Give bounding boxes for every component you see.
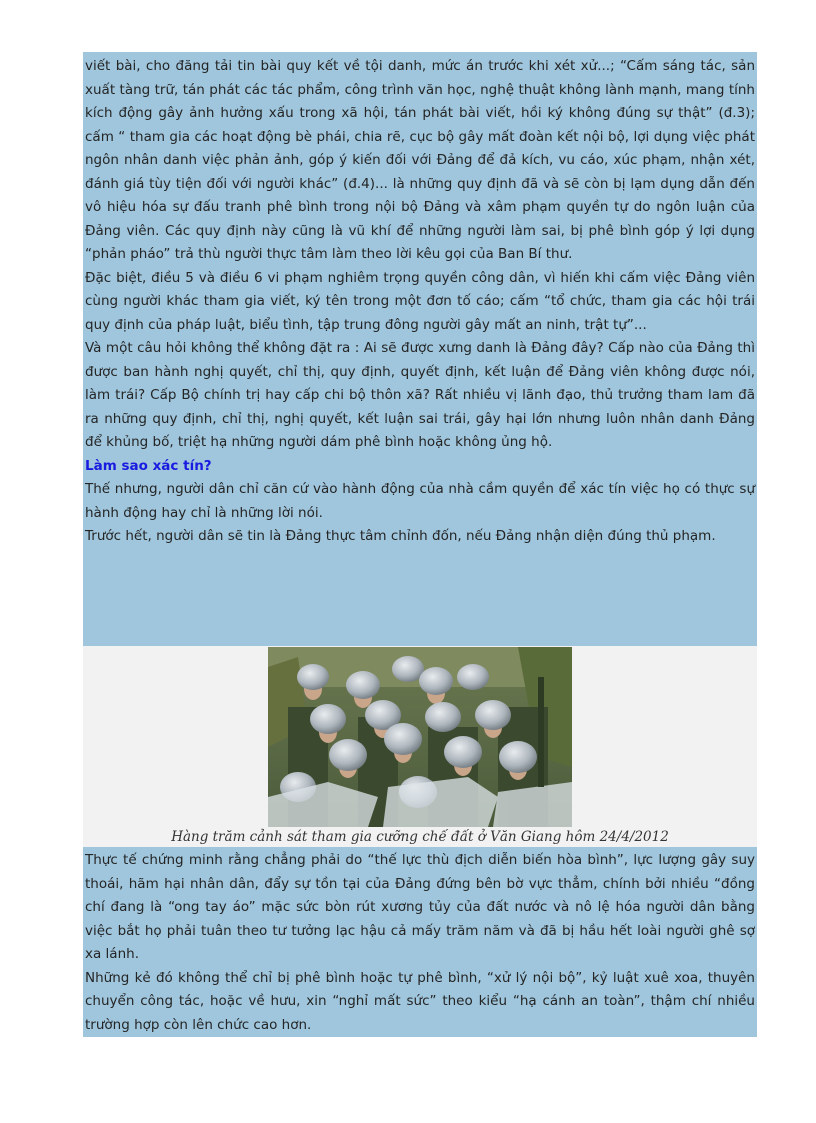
paragraph: Đặc biệt, điều 5 và điều 6 vi phạm nghiêm trọng quyền công dân, vì hiến khi cấm việc Đảng viên cùng người khác tham gia viết, ký tên trong một đơn tố cáo; cấm “tổ chức, tham gia các hội trái quy định của pháp luật, biểu tình, tập trung đông người gây mất an ninh, trật tự”... <box>85 269 755 333</box>
paragraph: viết bài, cho đăng tải tin bài quy kết về tội danh, mức án trước khi xét xử...; “Cấm sáng tác, sản xuất tàng trữ, tán phát các tác phẩm, công trình văn học, nghệ thuật không lành mạnh, mang tính kích động gây ảnh hưởng xấu trong xã hội, tán phát bài viết, hồi ký không đúng sự thật” (đ.3); cấm “ tham gia các hoạt động bè phái, chia rẽ, cục bộ gây mất đoàn kết nội bộ, lợi dụng việc phát ngôn nhân danh việc phản ảnh, góp ý kiến đối với Đảng để đả kích, vu cáo, xúc phạm, nhận xét, đánh giá tùy tiện đối với người khác” (đ.4)... là những quy định đã và sẽ còn bị lạm dụng dẫn đến vô hiệu hóa sự đấu tranh phê bình trong nội bộ Đảng và xâm phạm quyền tự do ngôn luận của Đảng viên. Các quy định này cũng là vũ khí để những người làm sai, bị phê bình góp ý lợi dụng “phản pháo” trả thù người thực tâm làm theo lời kêu gọi của Ban Bí thư. <box>85 58 755 262</box>
photo-caption: Hàng trăm cảnh sát tham gia cưỡng chế đất ở Văn Giang hôm 24/4/2012 <box>171 829 669 845</box>
police-crowd-photo <box>268 647 572 827</box>
paragraph: Thực tế chứng minh rằng chẳng phải do “thế lực thù địch diễn biến hòa bình”, lực lượng gây suy thoái, hãm hại nhân dân, đẩy sự tồn tại của Đảng đứng bên bờ vực thẳm, chính bởi nhiều “đồng chí đang là “ong tay áo” mặc sức bòn rút xương tủy của đất nước và nô lệ hóa người dân bằng việc bắt họ phải tuân theo tư tưởng lạc hậu cả mấy trăm năm và đã bị hầu hết loài người ghê sợ xa lánh. <box>85 852 755 962</box>
photo-figure <box>83 646 757 847</box>
paragraph: Và một câu hỏi không thể không đặt ra : Ai sẽ được xưng danh là Đảng đây? Cấp nào của Đảng thì được ban hành nghị quyết, chỉ thị, quy định, quyết định, kết luận để Đảng viên không được nói, làm trái? Cấp Bộ chính trị hay cấp chi bộ thôn xã? Rất nhiều vị lãnh đạo, thủ trưởng tham lam đã ra những quy định, chỉ thị, nghị quyết, kết luận sai trái, gây hại lớn nhưng luôn nhân danh Đảng để khủng bố, triệt hạ những người dám phê bình hoặc không ủng hộ. <box>85 340 755 450</box>
section-heading: Làm sao xác tín? <box>85 457 212 474</box>
paragraph: Những kẻ đó không thể chỉ bị phê bình hoặc tự phê bình, “xử lý nội bộ”, kỷ luật xuê xoa, thuyên chuyển công tác, hoặc về hưu, xin “nghỉ mất sức” theo kiểu “hạ cánh an toàn”, thậm chí nhiều trường hợp còn lên chức cao hơn. <box>85 969 755 1033</box>
paragraph: Trước hết, người dân sẽ tin là Đảng thực tâm chỉnh đốn, nếu Đảng nhận diện đúng thủ phạm. <box>85 528 716 544</box>
article-section-1 <box>83 52 757 646</box>
article-section-2 <box>83 847 757 1037</box>
paragraph: Thế nhưng, người dân chỉ căn cứ vào hành động của nhà cầm quyền để xác tín việc họ có thực sự hành động hay chỉ là những lời nói. <box>85 481 755 521</box>
